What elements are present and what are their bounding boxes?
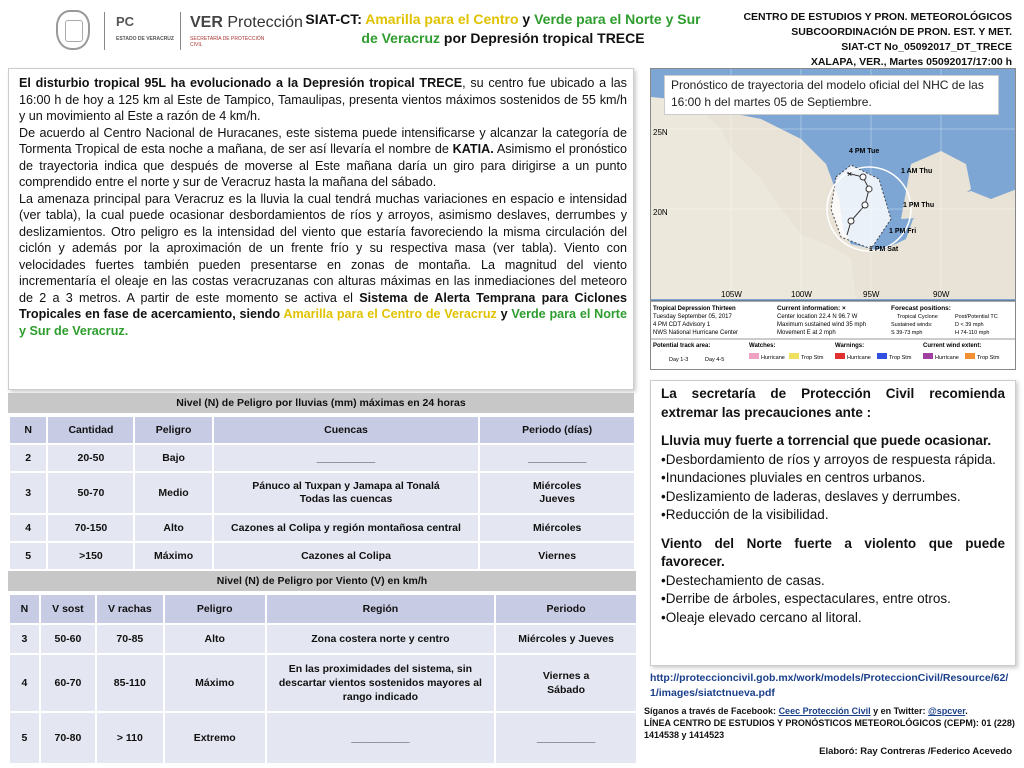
page-title: SIAT-CT: Amarilla para el Centro y Verde para el Norte y Sur de Veracruz por Depresión tropical TRECE bbox=[305, 11, 701, 46]
cell: > 110 bbox=[116, 732, 143, 744]
cell: __________ bbox=[527, 452, 587, 464]
table-row bbox=[10, 473, 634, 513]
cell: Zona costera norte y centro bbox=[311, 633, 450, 645]
logo-pc-subtitle: ESTADO DE VERACRUZ bbox=[116, 36, 174, 42]
cell: 2 bbox=[25, 452, 32, 464]
legend-text: 4 PM CDT Advisory 1 bbox=[653, 322, 711, 328]
cell: __________ bbox=[316, 452, 376, 464]
issuer-line: SUBCOORDINACIÓN DE PRON. EST. Y MET. bbox=[791, 26, 1012, 38]
cell: Cazones al Colipa bbox=[301, 550, 391, 562]
follow-text: y en Twitter: bbox=[870, 706, 928, 716]
cell: Miércoles y Jueves bbox=[518, 633, 614, 645]
cell: Alto bbox=[163, 522, 184, 534]
list-item: •Deslizamiento de laderas, deslaves y derrumbes. bbox=[661, 488, 961, 504]
legend-text: Day 1-3 bbox=[669, 357, 689, 363]
cell: En las proximidades del sistema, sin descartar vientos sostenidos mayores al rango indicado bbox=[278, 663, 482, 703]
issuer-line: CENTRO DE ESTUDIOS Y PRON. METEOROLÓGICOS bbox=[743, 11, 1012, 23]
table-header-row bbox=[10, 417, 634, 443]
legend-text: Hurricane bbox=[761, 355, 785, 361]
col-header: Cantidad bbox=[68, 424, 114, 436]
map-caption: Pronóstico de trayectoria del modelo oficial del NHC de las 16:00 h del martes 05 de Septiembre. bbox=[664, 75, 999, 115]
cell: 4 bbox=[21, 677, 28, 689]
lon-label: 100W bbox=[791, 290, 812, 299]
paragraph: El disturbio tropical 95L ha evolucionado a la Depresión tropical TRECE, su centro fue ubicado a las 16:00 h de hoy a 125 km al Este de Tampico, Tamaulipas, presenta vientos máximos sostenidos de 55 km/h y un movimiento al Este a razón de 4 km/h. bbox=[19, 76, 627, 123]
lat-label: 25N bbox=[653, 128, 668, 137]
cell: Medio bbox=[158, 487, 189, 499]
col-header: V rachas bbox=[107, 603, 152, 615]
cell: 70-80 bbox=[54, 732, 82, 744]
facebook-link[interactable]: Ceec Protección Civil bbox=[778, 706, 871, 716]
legend-text: Center location 22.4 N 96.7 W bbox=[777, 314, 858, 320]
col-header: Periodo (días) bbox=[522, 424, 593, 436]
cell: Viernes a Sábado bbox=[542, 670, 590, 696]
table-row bbox=[10, 515, 634, 541]
cell: Bajo bbox=[162, 452, 185, 464]
legend-text: Post/Potential TC bbox=[955, 314, 998, 320]
cell: 60-70 bbox=[54, 677, 82, 689]
divider bbox=[180, 12, 181, 50]
cell: 3 bbox=[25, 487, 32, 499]
cell: Máximo bbox=[195, 677, 235, 689]
legend-text: Day 4-5 bbox=[705, 357, 725, 363]
cell: __________ bbox=[351, 732, 410, 744]
list-item: •Reducción de la visibilidad. bbox=[661, 507, 829, 522]
col-header: V sost bbox=[52, 603, 84, 615]
paragraph: La amenaza principal para Veracruz es la lluvia la cual tendrá muchas variaciones en espacio e intensidad (ver tabla), la cual puede ocasionar desbordamientos de ríos y arroyos, asimismo deslaves, derrumbes y deslizamientos. Otro peligro es la intensidad del viento que estaría favoreciendo la misma circulación del ciclón y además por la aproximación de un frente frío y su respectiva masa (ver tabla). Viento con velocidades fuertes también pueden presentarse en zonas de montaña. La magnitud del viento incrementaría el oleaje en las costas veracruzanas con alturas máximas en las inmediaciones del meteoro de 2 a 3 metros. A partir de este momento se activa el Sistema de Alerta Temprana para Ciclones Tropicales en fase de acercamiento, siendo Amarilla para el Centro de Veracruz y Verde para el Norte y Sur de Veracruz. bbox=[19, 191, 627, 338]
cell: 3 bbox=[21, 633, 28, 645]
table-header-row bbox=[10, 595, 636, 623]
recommendations-panel bbox=[650, 380, 1016, 666]
wind-risk-title: Viento del Norte fuerte a violento que puede favorecer. bbox=[661, 535, 1005, 569]
cell: 20-50 bbox=[77, 452, 105, 464]
track-point-label: 1 PM Thu bbox=[903, 202, 935, 209]
wind-hazard-table bbox=[8, 593, 638, 765]
col-header: Peligro bbox=[196, 603, 233, 615]
list-item: •Desbordamiento de ríos y arroyos de respuesta rápida. bbox=[661, 451, 996, 467]
col-header: Cuencas bbox=[324, 424, 368, 436]
cell: 70-85 bbox=[116, 633, 144, 645]
table-row bbox=[10, 543, 634, 569]
list-item: •Oleaje elevado cercano al litoral. bbox=[661, 609, 862, 625]
track-point-label: 1 AM Thu bbox=[901, 168, 933, 175]
contact-line: LÍNEA CENTRO DE ESTUDIOS Y PRONÓSTICOS METEOROLÓGICOS (CEPM): 01 (228) 1414538 y 1414523 bbox=[644, 718, 1015, 740]
lon-label: 90W bbox=[933, 290, 950, 299]
follow-text: Síganos a través de Facebook: bbox=[644, 706, 779, 716]
lat-label: 20N bbox=[653, 208, 668, 217]
table-row bbox=[10, 713, 636, 763]
cell: 5 bbox=[25, 550, 32, 562]
header-logos bbox=[8, 6, 308, 52]
social-contact-block bbox=[644, 705, 1016, 741]
cell: Miércoles bbox=[532, 522, 582, 534]
logo-ver: VER Protección bbox=[190, 14, 303, 31]
cell: Extremo bbox=[193, 732, 236, 744]
cell: Alto bbox=[204, 633, 225, 645]
follow-text: . bbox=[965, 706, 968, 716]
legend-text: Tuesday September 05, 2017 bbox=[653, 314, 732, 320]
lon-label: 105W bbox=[721, 290, 742, 299]
logo-pc: PC bbox=[116, 14, 135, 29]
legend-text: Sustained winds: bbox=[891, 322, 933, 328]
legend-text: Movement E at 2 mph bbox=[777, 330, 836, 336]
cell: >150 bbox=[79, 550, 103, 562]
bulletin-body bbox=[8, 68, 634, 390]
legend-text: Maximum sustained wind 35 mph bbox=[777, 322, 867, 328]
legend-text: Potential track area: bbox=[653, 343, 711, 349]
divider bbox=[104, 12, 105, 50]
legend-text: Warnings: bbox=[835, 343, 865, 349]
track-point-label: 4 PM Tue bbox=[849, 148, 880, 155]
twitter-link[interactable]: @spcver bbox=[927, 706, 966, 716]
state-seal-icon bbox=[56, 10, 90, 50]
legend-text: Current wind extent: bbox=[923, 343, 982, 349]
lon-label: 95W bbox=[863, 290, 880, 299]
cell: __________ bbox=[536, 732, 596, 744]
bulletin-date: XALAPA, VER., Martes 05092017/17:00 h bbox=[810, 56, 1012, 68]
track-point-label: 1 PM Sat bbox=[869, 246, 899, 253]
list-item: •Derribe de árboles, espectaculares, entre otros. bbox=[661, 591, 951, 606]
rain-hazard-table bbox=[8, 415, 636, 571]
legend-text: Watches: bbox=[749, 343, 776, 349]
legend-text: S 39-73 mph bbox=[891, 330, 923, 336]
rain-table-caption: Nivel (N) de Peligro por lluvias (mm) máximas en 24 horas bbox=[8, 393, 634, 413]
table-row bbox=[10, 625, 636, 653]
cell: Cazones al Colipa y región montañosa central bbox=[231, 522, 461, 534]
cell: 70-150 bbox=[74, 522, 108, 534]
cell: Máximo bbox=[154, 550, 194, 562]
recommendations-intro: La secretaría de Protección Civil recomienda extremar las precauciones ante : bbox=[661, 386, 1005, 420]
cell: 5 bbox=[21, 732, 28, 744]
legend-text: Hurricane bbox=[847, 355, 871, 361]
table-row bbox=[10, 655, 636, 711]
paragraph: De acuerdo al Centro Nacional de Huracanes, este sistema puede intensificarse y alcanzar la categoría de Tormenta Tropical de esta noche a mañana, de ser así llevaría el nombre de KATIA. Asimismo el pronóstico de trayectoria indica que después de moverse al Este mañana daría un giro para dirigirse a un punto comprendido entre el norte y sur de Veracruz hasta la mañana del sábado. bbox=[19, 125, 627, 189]
cell: 4 bbox=[25, 522, 32, 534]
cell: Viernes bbox=[538, 550, 577, 562]
reference-link[interactable]: http://proteccioncivil.gob.mx/work/models/ProteccionCivil/Resource/62/1/images/siatctnueva.pdf bbox=[650, 672, 1009, 699]
author-credit: Elaboró: Ray Contreras /Federico Acevedo bbox=[819, 746, 1012, 757]
col-header: Periodo bbox=[546, 603, 586, 615]
legend-text: Current information: × bbox=[777, 305, 846, 312]
cell: 50-70 bbox=[77, 487, 105, 499]
col-header: N bbox=[20, 603, 29, 615]
col-header: Región bbox=[362, 603, 399, 615]
cell: 85-110 bbox=[113, 677, 146, 689]
legend-text: Hurricane bbox=[935, 355, 959, 361]
rain-risk-title: Lluvia muy fuerte a torrencial que puede ocasionar. bbox=[661, 433, 992, 448]
col-header: Peligro bbox=[155, 424, 192, 436]
bulletin-id: SIAT-CT No_05092017_DT_TRECE bbox=[841, 41, 1012, 53]
legend-text: D < 39 mph bbox=[955, 322, 984, 328]
legend-text: Trop Stm bbox=[889, 355, 912, 361]
svg-text:×: × bbox=[847, 169, 853, 179]
list-item: •Destechamiento de casas. bbox=[661, 572, 825, 588]
legend-text: Trop Stm bbox=[977, 355, 1000, 361]
cell: 50-60 bbox=[54, 633, 82, 645]
legend-text: H 74-110 mph bbox=[955, 330, 990, 336]
legend-text: Forecast positions: bbox=[891, 305, 951, 312]
logo-ver-subtitle: SECRETARÍA DE PROTECCIÓN CIVIL bbox=[190, 36, 265, 48]
cell: Miércoles Jueves bbox=[532, 480, 582, 505]
track-point-label: 1 PM Fri bbox=[889, 228, 917, 235]
legend-text: Tropical Depression Thirteen bbox=[653, 306, 736, 312]
cell: Pánuco al Tuxpan y Jamapa al Tonalá Todas las cuencas bbox=[252, 480, 440, 505]
issuer-block bbox=[702, 10, 1012, 70]
legend-text: Tropical Cyclone bbox=[897, 314, 938, 320]
table-row bbox=[10, 445, 634, 471]
wind-table-caption: Nivel (N) de Peligro por Viento (V) en km/h bbox=[8, 571, 636, 591]
col-header: N bbox=[24, 424, 32, 436]
legend-text: Trop Stm bbox=[801, 355, 824, 361]
list-item: •Inundaciones pluviales en centros urbanos. bbox=[661, 470, 926, 485]
legend-text: NWS National Hurricane Center bbox=[653, 330, 739, 336]
